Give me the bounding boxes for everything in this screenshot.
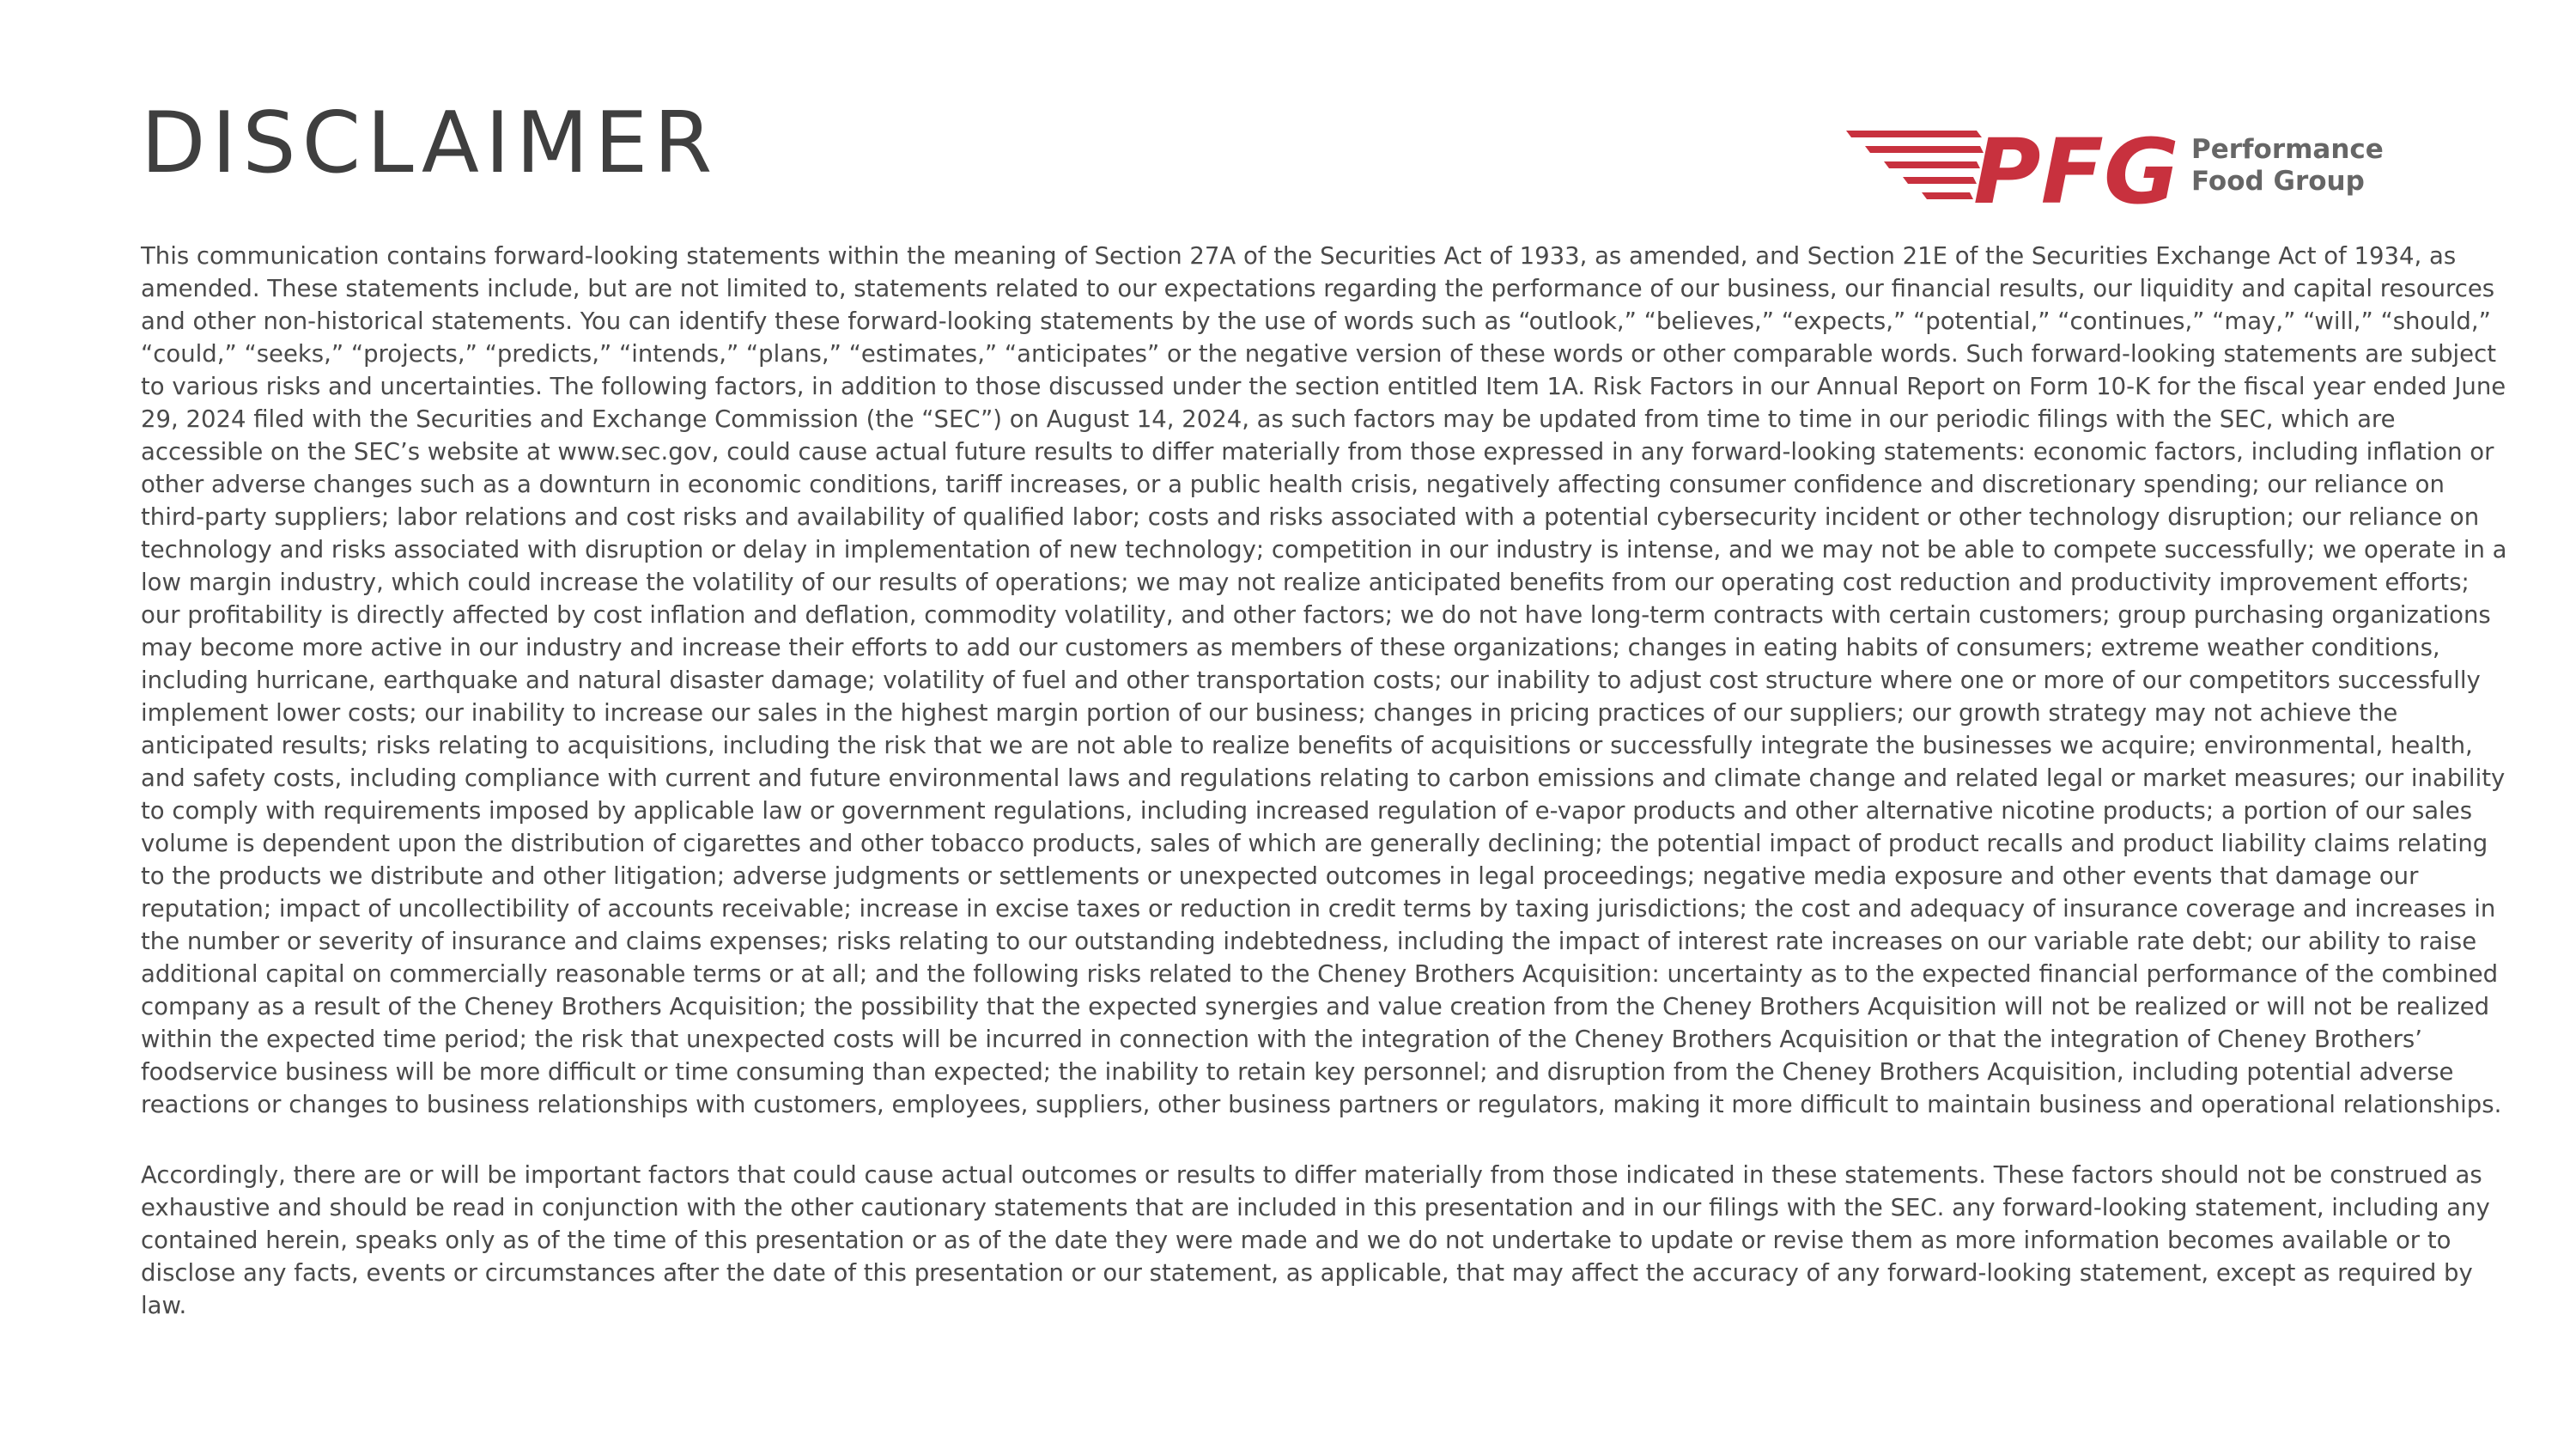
pfg-logo — [1846, 120, 2384, 215]
speed-stripes — [1846, 131, 1984, 199]
disclaimer-paragraph-1: This communication contains forward-looking statements within the meaning of Section 27A of the Securities Act of 1933, as amended, and Section 21E of the Securities Exchange Act of 1934, as amended. These statements include, but are not limited to, statements related to our expectations regarding the performance of our business, our financial results, our liquidity and capital resources and other non-historical statements. You can identify these forward-looking statements by the use of words such as “outlook,” “believes,” “expects,” “potential,” “continues,” “may,” “will,” “should,” “could,” “seeks,” “projects,” “predicts,” “intends,” “plans,” “estimates,” “anticipates” or the negative version of these words or other comparable words. Such forward-looking statements are subject to various risks and uncertainties. The following factors, in addition to those discussed under the section entitled Item 1A. Risk Factors in our Annual Report on Form 10-K for the fiscal year ended June 29, 2024 filed with the Securities and Exchange Commission (the “SEC”) on August 14, 2024, as such factors may be updated from time to time in our periodic filings with the SEC, which are accessible on the SEC’s website at www.sec.gov, could cause actual future results to differ materially from those expressed in any forward-looking statements: economic factors, including inflation or other adverse changes such as a downturn in economic conditions, tariff increases, or a public health crisis, negatively affecting consumer confidence and discretionary spending; our reliance on third-party suppliers; labor relations and cost risks and availability of qualified labor; costs and risks associated with a potential cybersecurity incident or other technology disruption; our reliance on technology and risks associated with disruption or delay in implementation of new technology; competition in our industry is intense, and we may not be able to compete successfully; we operate in a low margin industry, which could increase the volatility of our results of operations; we may not realize anticipated benefits from our operating cost reduction and productivity improvement efforts; our profitability is directly affected by cost inflation and deflation, commodity volatility, and other factors; we do not have long-term contracts with certain customers; group purchasing organizations may become more active in our industry and increase their efforts to add our customers as members of these organizations; changes in eating habits of consumers; extreme weather conditions, including hurricane, earthquake and natural disaster damage; volatility of fuel and other transportation costs; our inability to adjust cost structure where one or more of our competitors successfully implement lower costs; our inability to increase our sales in the highest margin portion of our business; changes in pricing practices of our suppliers; our growth strategy may not achieve the anticipated results; risks relating to acquisitions, including the risk that we are not able to realize benefits of acquisitions or successfully integrate the businesses we acquire; environmental, health, and safety costs, including compliance with current and future environmental laws and regulations relating to carbon emissions and climate change and related legal or market measures; our inability to comply with requirements imposed by applicable law or government regulations, including increased regulation of e-vapor products and other alternative nicotine products; a portion of our sales volume is dependent upon the distribution of cigarettes and other tobacco products, sales of which are generally declining; the potential impact of product recalls and product liability claims relating to the products we distribute and other litigation; adverse judgments or settlements or unexpected outcomes in legal proceedings; negative media exposure and other events that damage our reputation; impact of uncollectibility of accounts receivable; increase in excise taxes or reduction in credit terms by taxing jurisdictions; the cost and adequacy of insurance coverage and increases in the number or severity of insurance and claims expenses; risks relating to our outstanding indebtedness, including the impact of interest rate increases on our variable rate debt; our ability to raise additional capital on commercially reasonable terms or at all; and the following risks related to the Cheney Brothers Acquisition: uncertainty as to the expected financial performance of the combined company as a result of the Cheney Brothers Acquisition; the possibility that the expected synergies and value creation from the Cheney Brothers Acquisition will not be realized or will not be realized within the expected time period; the risk that unexpected costs will be incurred in connection with the integration of the Cheney Brothers Acquisition or that the integration of Cheney Brothers’ foodservice business will be more difficult or time consuming than expected; the inability to retain key personnel; and disruption from the Cheney Brothers Acquisition, including potential adverse reactions or changes to business relationships with customers, employees, suppliers, other business partners or regulators, making it more difficult to maintain business and operational relationships. — [141, 242, 2507, 1118]
logo-line-food-group: Food Group — [2191, 166, 2365, 197]
pfg-logo-mark-icon — [1846, 120, 2185, 215]
pfg-logo-letters: PFG — [1973, 120, 2179, 215]
disclaimer-paragraph-2: Accordingly, there are or will be important factors that could cause actual outcomes or results to differ materially from those indicated in these statements. These factors should not be construed as exhaustive and should be read in conjunction with the other cautionary statements that are included in this presentation and in our filings with the SEC. any forward-looking statement, including any contained herein, speaks only as of the time of this presentation or as of the date they were made and we do not undertake to update or revise them as more information becomes available or to disclose any facts, events or circumstances after the date of this presentation or our statement, as applicable, that may affect the accuracy of any forward-looking statement, except as required by law. — [141, 1161, 2490, 1319]
pfg-logo-wordmark — [2191, 134, 2384, 198]
logo-line-performance: Performance — [2191, 134, 2384, 165]
disclaimer-body — [141, 240, 2511, 1322]
page-title: DISCLAIMER — [141, 94, 719, 192]
